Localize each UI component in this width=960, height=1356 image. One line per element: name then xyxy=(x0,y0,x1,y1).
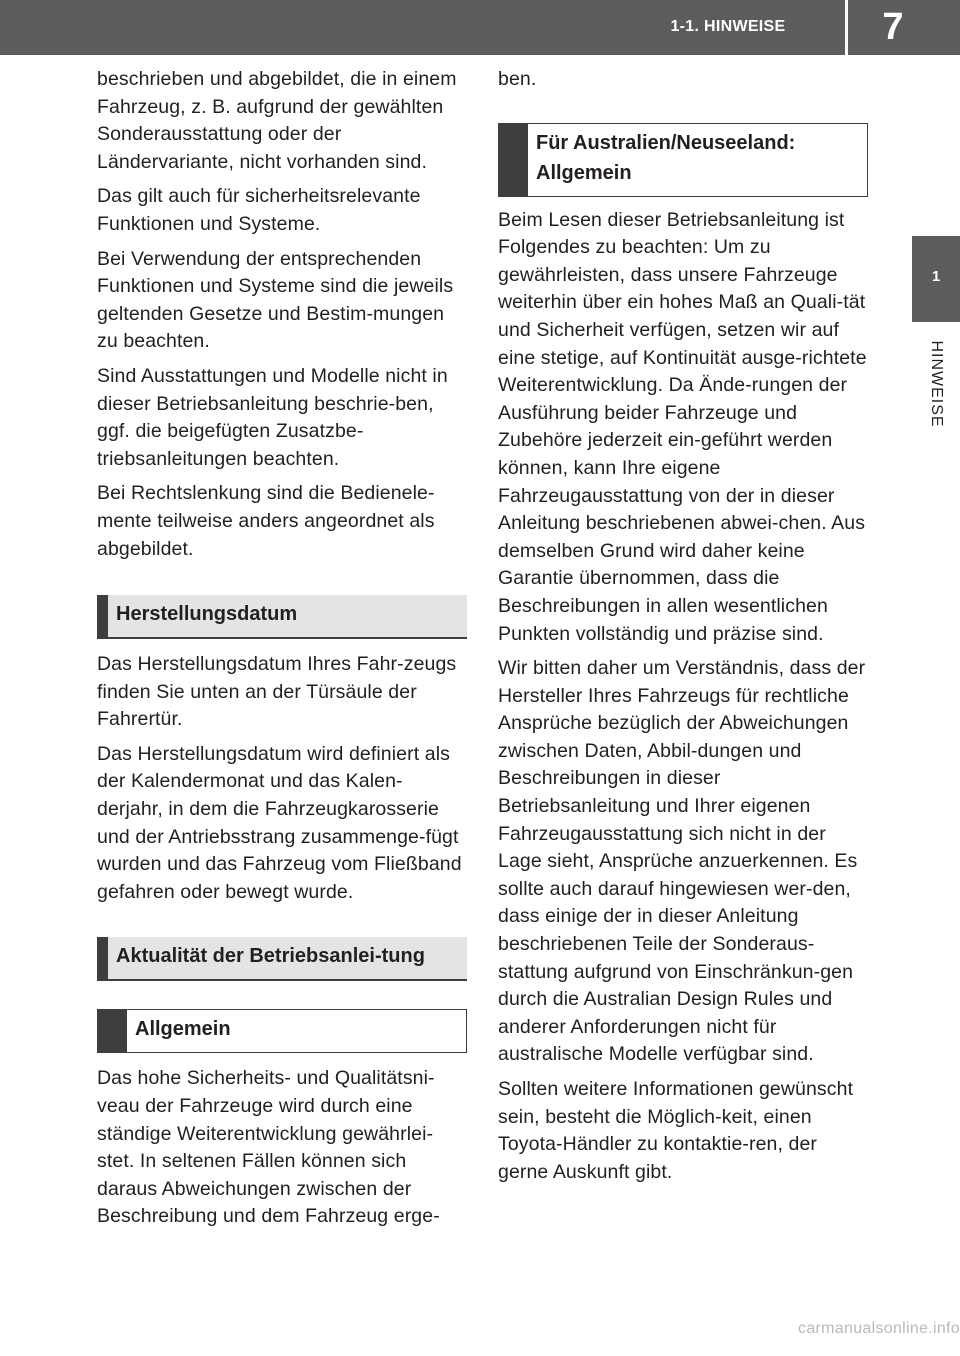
subsection-heading-text: Für Australien/Neuseeland: Allgemein xyxy=(536,131,796,184)
right-column xyxy=(498,66,868,1193)
paragraph: ben. xyxy=(498,68,537,90)
chapter-tab[interactable] xyxy=(912,236,960,322)
paragraph: Wir bitten daher um Verständnis, dass der Hersteller Ihres Fahrzeugs für rechtliche Ansprüche bezüglich der Abweichungen zwischen Daten, Abbil-dungen und Beschreibungen in dieser Betriebsanleitung und Ihrer eigenen Fahrzeugausstattung sich nicht in der Lage sieht, Ansprüche anzuerkennen. Es sollte auch darauf hingewiesen wer-den, dass einige der in dieser Anleitung beschriebenen Teile der Sonderaus-stattung aufgrund von Einschränkun-gen durch die Australian Design Rules und anderer Anforderungen nicht für australische Modelle verfügbar sind. xyxy=(498,657,866,1066)
paragraph: Beim Lesen dieser Betriebsanleitung ist Folgendes zu beachten: Um zu gewährleisten, dass unsere Fahrzeuge weiterhin über ein hohes Maß an Quali-tät und Sicherheit verfügen, setzen wir auf eine stetige, auf Kontinuität ausge-richtete Weiterentwicklung. Da Ände-rungen der Ausführung beider Fahrzeuge und Zubehöre jederzeit ein-geführt werden können, kann Ihre eigene Fahrzeugausstattung von der in dieser Anleitung beschriebenen abwei-chen. Aus demselben Grund wird daher keine Garantie übernommen, dass die Beschreibungen in allen wesentlichen Punkten vollständig und präzise sind. xyxy=(498,208,867,645)
paragraph: Sind Ausstattungen und Modelle nicht in dieser Betriebsanleitung beschrie-ben, ggf. die beigefügten Zusatzbe-triebsanleitungen beachten. xyxy=(97,364,448,470)
chapter-label: HINWEISE xyxy=(928,340,945,428)
subsection-heading-text: Allgemein xyxy=(135,1018,231,1041)
paragraph: Das gilt auch für sicherheitsrelevante Funktionen und Systeme. xyxy=(97,185,421,235)
section-heading-aktualitaet: Aktualität der Betriebsanlei-tung xyxy=(97,937,467,981)
paragraph: Das hohe Sicherheits- und Qualitätsni-veau der Fahrzeuge wird durch eine ständige Weiterentwicklung gewährlei-stet. In seltenen Fällen können sich daraus Abweichungen zwischen der Beschreibung und dem Fahrzeug erge- xyxy=(97,1067,440,1228)
page-number: 7 xyxy=(882,6,904,48)
paragraph: beschrieben und abgebildet, die in einem Fahrzeug, z. B. aufgrund der gewählten Sonderausstattung oder der Ländervariante, nicht vorhanden sind. xyxy=(97,68,457,173)
paragraph: Sollten weitere Informationen gewünscht sein, besteht die Möglich-keit, einen Toyota-Händler zu kontaktie-ren, der gerne Auskunft gibt. xyxy=(498,1078,854,1183)
left-column xyxy=(97,66,467,1238)
subsection-heading-allgemein xyxy=(97,1009,467,1053)
watermark: carmanualsonline.info xyxy=(798,1320,960,1337)
paragraph: Bei Rechtslenkung sind die Bedienele-mente teilweise anders angeordnet als abgebildet. xyxy=(97,482,435,560)
paragraph: Das Herstellungsdatum wird definiert als der Kalendermonat und das Kalen-derjahr, in dem die Fahrzeugkarosserie und der Antriebsstrang zusammenge-fügt wurden und das Fahrzeug vom Fließband gefahren oder bewegt wurde. xyxy=(97,742,462,903)
paragraph: Bei Verwendung der entsprechenden Funktionen und Systeme sind die jeweils geltenden Gesetze und Bestim-mungen zu beachten. xyxy=(97,247,454,353)
page-header xyxy=(0,0,960,55)
paragraph: Das Herstellungsdatum Ihres Fahr-zeugs finden Sie unten an der Türsäule der Fahrertür. xyxy=(97,653,457,731)
section-heading-herstellungsdatum: Herstellungsdatum xyxy=(97,595,467,639)
chapter-tab-number: 1 xyxy=(931,268,941,285)
section-title: 1-1. HINWEISE xyxy=(670,18,786,35)
subsection-heading-australien xyxy=(498,123,868,197)
